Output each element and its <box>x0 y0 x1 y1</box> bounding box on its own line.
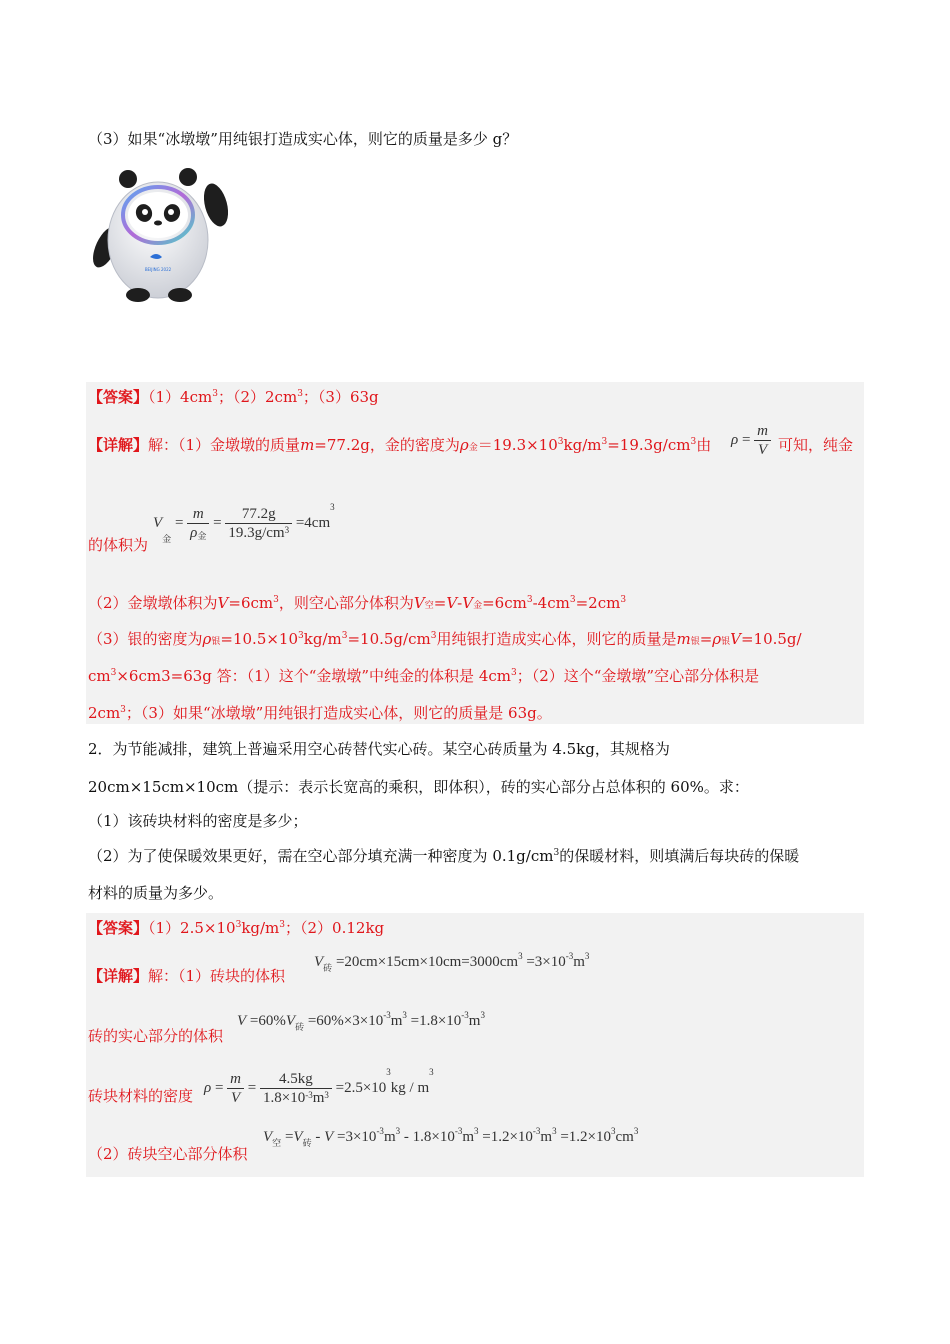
question-2-part-2-cont: 材料的质量为多少。 <box>88 884 224 902</box>
formula-brick-density: ρ = $\frac{m}{V}$ = $\frac{4.5kg}{1.8\times 10^{-3}m^3}$ $=2.5\times 10^3kg / m^3$ <box>204 1067 434 1106</box>
answer-1-part-2: （2）金墩墩体积为$V=6cm^3$，则空心部分体积为$V_空=V-V_金=6cm^3-4cm^3=2cm^3$ <box>88 594 627 612</box>
answer-1-conclusion: $2cm^3$；（3）如果“冰墩墩”用纯银打造成实心体，则它的质量是 63g。 <box>88 704 552 722</box>
question-3-text: （3）如果“冰墩墩”用纯银打造成实心体，则它的质量是多少 g？ <box>88 130 518 148</box>
formula-density: ρ = $\frac{m}{V}$ <box>731 422 771 459</box>
answer-2-detail-3: 砖块材料的密度 <box>88 1087 194 1105</box>
answer-1-detail-1: 【详解】解：（1）金墩墩的质量m=77.2g，金的密度为$\rho_金=19.3\times 10^3kg/m^3=19.3g/cm^3$由 <box>88 436 712 454</box>
formula-gold-volume: $V_金$ = $\frac{m}{\rho_金}$ = $\frac{77.2g}{19.3g/cm^3}$ $=4cm^3$ <box>153 502 335 544</box>
formula-hollow-volume: $V_空 =V_砖 - V =3\times 10^{-3}m^3 - 1.8\times 10^{-3}m^3 =1.2\times 10^{-3}m^3 =1.2\times 10^3cm^3$ <box>263 1126 639 1148</box>
mascot-label: BEIJING 2022 <box>144 267 172 272</box>
answer-2-detail-1: 【详解】解：（1）砖块的体积 <box>88 967 286 985</box>
formula-brick-volume: $V_砖 =20cm\times 15cm\times 10cm=3000cm^3 =3\times 10^{-3}m^3$ <box>314 951 590 973</box>
answer-1-volume-label: 的体积为 <box>88 536 149 554</box>
question-2-part-1: （1）该砖块材料的密度是多少； <box>88 812 308 830</box>
answer-1-detail-1-tail: 可知，纯金 <box>778 436 854 454</box>
answer-2-part-2: （2）砖块空心部分体积 <box>88 1145 248 1163</box>
formula-solid-volume: $V =60\%V_砖 =60\%\times 3\times 10^{-3}m^3 =1.8\times 10^{-3}m^3$ <box>237 1010 485 1032</box>
mascot-image <box>88 165 233 305</box>
answer-1-part-3-cont: $cm^3\times 6cm3=63g$ 答：（1）这个“金墩墩”中纯金的体积是 $4cm^3$；（2）这个“金墩墩”空心部分体积是 <box>88 667 760 685</box>
question-2-line-2: 20cm×15cm×10cm（提示：表示长宽高的乘积，即体积），砖的实心部分占总体积的 60%。求： <box>88 778 749 796</box>
question-2-part-2: （2）为了使保暖效果更好，需在空心部分填充满一种密度为 $0.1g/cm^3$的保暖材料，则填满后每块砖的保暖 <box>88 847 800 865</box>
answer-2-detail-2: 砖的实心部分的体积 <box>88 1027 224 1045</box>
answer-2-summary: 【答案】$(1)2.5\times 10^3kg/m^3$；（2）0.12kg <box>88 919 385 937</box>
answer-1-part-3: （3）银的密度为$\rho_银=10.5\times 10^3kg/m^3=10.5g/cm^3$用纯银打造成实心体，则它的质量是$m_银=\rho_银V=10.5g/$ <box>88 630 802 648</box>
answer-1-summary: 【答案】$(1)4cm^3$；$(2)2cm^3$；（3）63g <box>88 388 379 406</box>
question-2-line-1: 2．为节能减排，建筑上普遍采用空心砖替代实心砖。某空心砖质量为 4.5kg，其规格为 <box>88 740 670 758</box>
